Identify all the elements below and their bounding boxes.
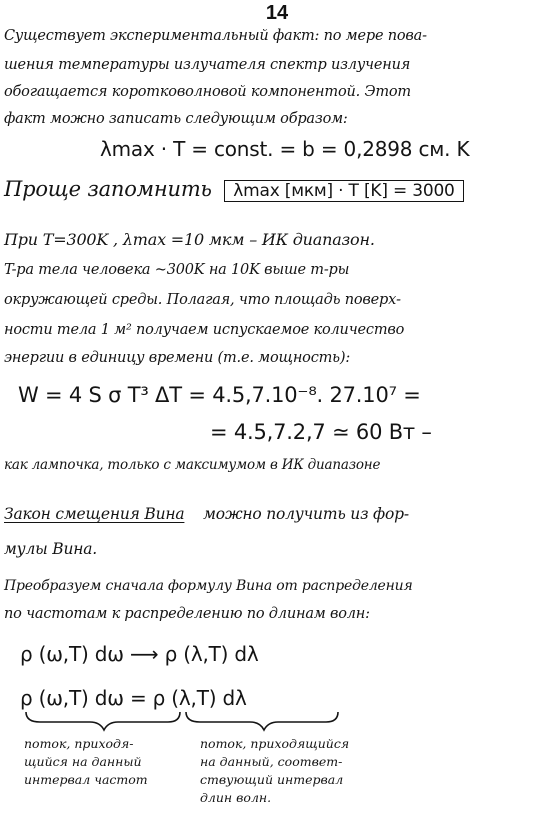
text-line-3: обогащается коротковолновой компонентой. Этот	[4, 84, 411, 100]
right-annotation-line-1: поток, приходящийся	[200, 736, 350, 751]
text-line-surface: окружающей среды. Полагая, что площадь поверх-	[4, 292, 401, 308]
wien-section-continuation: можно получить из фор-	[203, 505, 409, 523]
right-annotation	[200, 735, 349, 807]
text-line-2: шения температуры излучателя спектр излучения	[4, 57, 411, 73]
left-underbrace	[26, 712, 180, 730]
left-annotation-line-2: щийся на данный	[24, 754, 142, 769]
page-number: 14	[265, 2, 289, 24]
text-line-transform: Преобразуем сначала формулу Вина от распределения	[4, 578, 413, 594]
text-line-power: энергии в единицу времени (т.е. мощность):	[4, 350, 351, 366]
left-annotation-line-1: поток, приходя-	[24, 736, 134, 751]
text-line-wavelength: по частотам к распределению по длинам волн:	[4, 606, 370, 622]
power-formula-1: W = 4 S σ T³ ΔT = 4.5,7.10⁻⁸. 27.10⁷ =	[18, 383, 421, 407]
text-line-lamp: как лампочка, только с максимумом в ИК диапазоне	[4, 457, 381, 473]
text-line-emitted: ности тела 1 м² получаем испускаемое количество	[4, 322, 405, 338]
distribution-equality-formula: ρ (ω,T) dω = ρ (λ,T) dλ	[20, 686, 247, 710]
mnemonic-label: Проще запомнить	[4, 177, 212, 201]
wien-section-title: Закон смещения Вина	[4, 505, 185, 523]
text-line-4: факт можно записать следующим образом:	[4, 111, 348, 127]
left-annotation	[24, 735, 148, 789]
text-line-body-temp: T-ра тела человека ~300K на 10K выше т-ры	[4, 262, 350, 278]
right-annotation-line-2: на данный, соответ-	[200, 754, 343, 769]
text-line-wien-formula: мулы Вина.	[4, 540, 98, 558]
wien-law-formula: λmax · T = const. = b = 0,2898 см. K	[100, 137, 470, 161]
text-line-room-temp: При T=300K , λmax =10 мкм – ИК диапазон.	[4, 230, 375, 249]
right-annotation-line-4: длин волн.	[200, 790, 272, 805]
distribution-mapping-formula: ρ (ω,T) dω ⟶ ρ (λ,T) dλ	[20, 642, 259, 666]
power-formula-2: = 4.5,7.2,7 ≃ 60 Вт –	[210, 420, 432, 444]
left-annotation-line-3: интервал частот	[24, 772, 148, 787]
text-line-1: Существует экспериментальный факт: по мере пова-	[4, 28, 427, 44]
right-annotation-line-3: ствующий интервал	[200, 772, 344, 787]
mnemonic-boxed-formula: λmax [мкм] · T [K] = 3000	[224, 180, 463, 202]
right-underbrace	[186, 712, 338, 730]
